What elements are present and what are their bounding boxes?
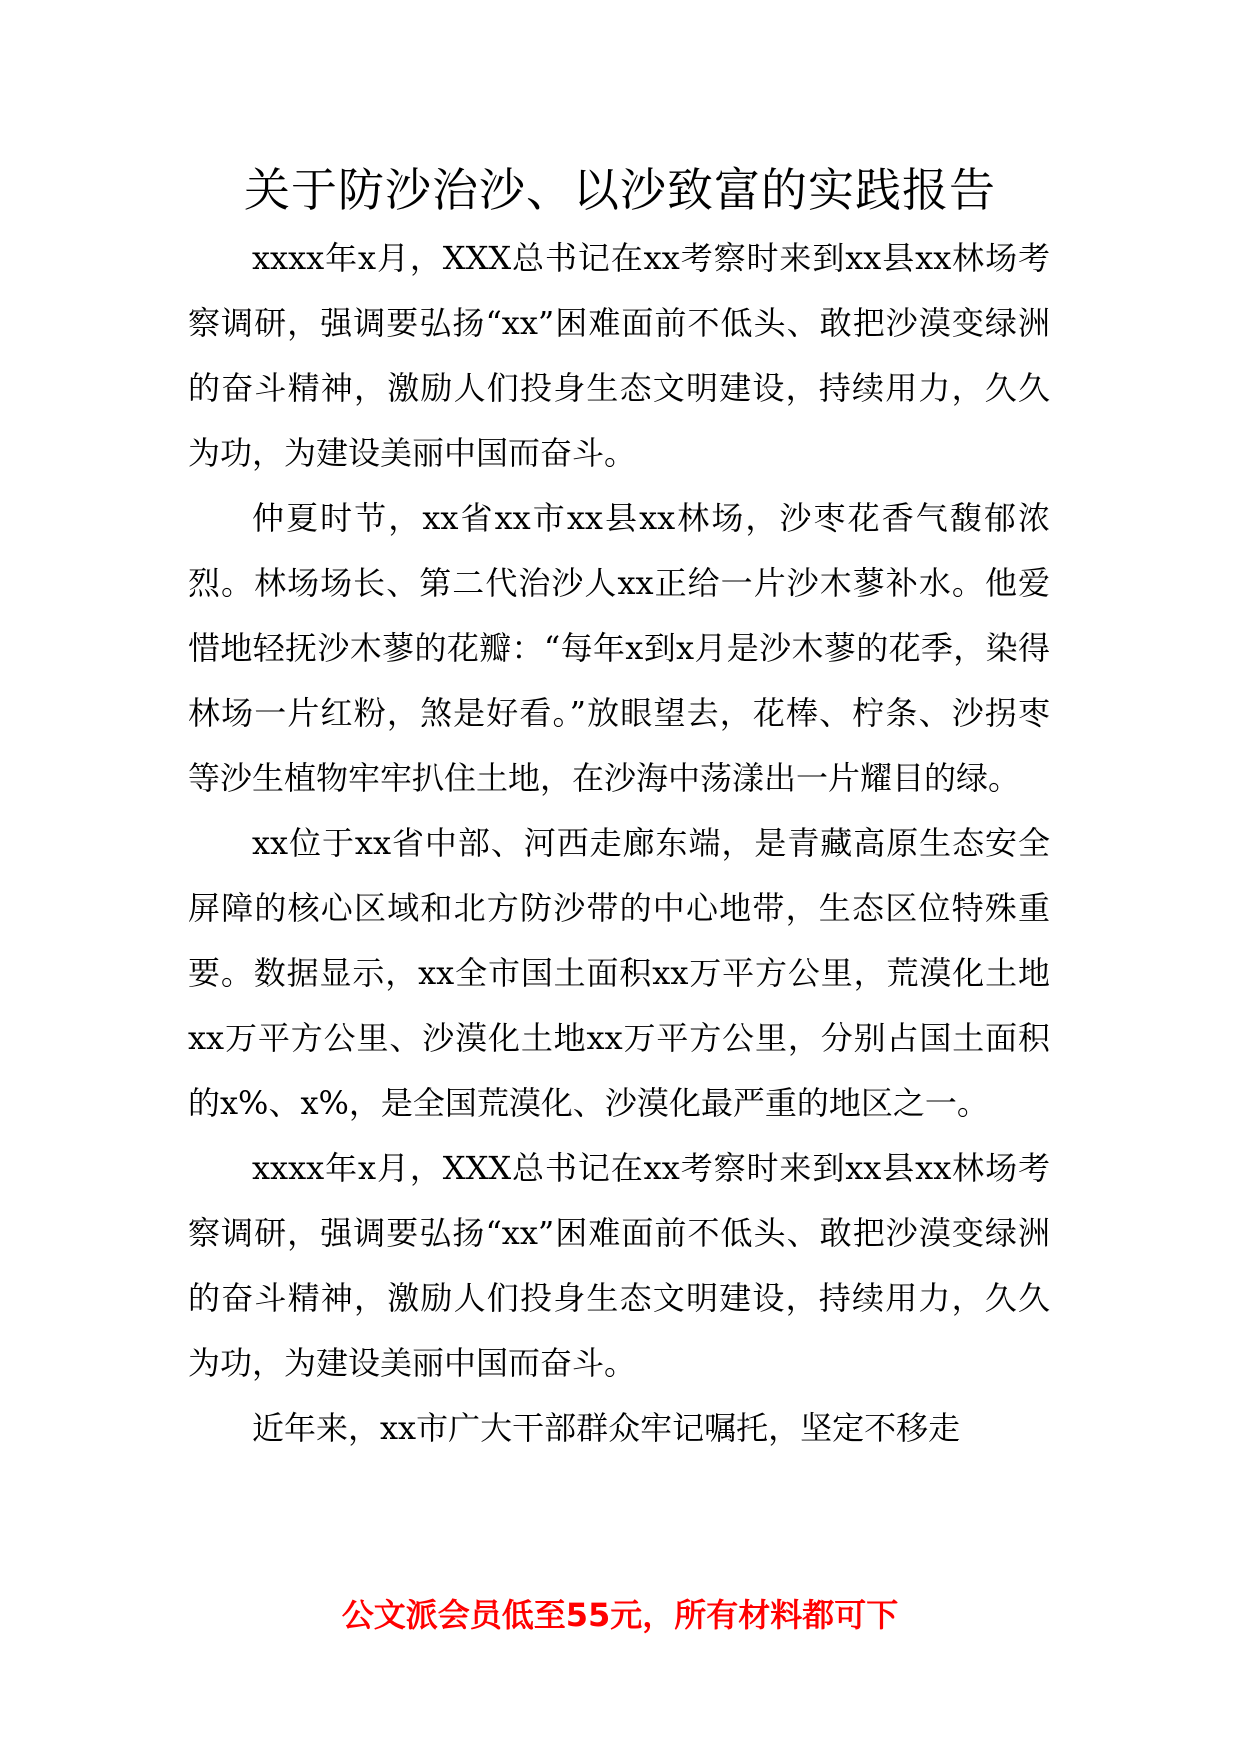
paragraph-5: 近年来，xx市广大干部群众牢记嘱托，坚定不移走	[252, 1409, 961, 1447]
paragraph-4: xxxx年x月，XXX总书记在xx考察时来到xx县xx林场考察调研，强调要弘扬“xx”困难面前不低头、敢把沙漠变绿洲的奋斗精神，激励人们投身生态文明建设，持续用力，久久为功，为建设美丽中国而奋斗。	[188, 1149, 1050, 1382]
paragraph-1: xxxx年x月，XXX总书记在xx考察时来到xx县xx林场考察调研，强调要弘扬“xx”困难面前不低头、敢把沙漠变绿洲的奋斗精神，激励人们投身生态文明建设，持续用力，久久为功，为建设美丽中国而奋斗。	[188, 239, 1050, 472]
paragraph-3: xx位于xx省中部、河西走廊东端，是青藏高原生态安全屏障的核心区域和北方防沙带的中心地带，生态区位特殊重要。数据显示，xx全市国土面积xx万平方公里，荒漠化土地xx万平方公里、沙漠化土地xx万平方公里，分别占国土面积的x%、x%，是全国荒漠化、沙漠化最严重的地区之一。	[188, 824, 1050, 1122]
document-body	[188, 226, 1050, 1461]
paragraph-2: 仲夏时节，xx省xx市xx县xx林场，沙枣花香气馥郁浓烈。林场场长、第二代治沙人xx正给一片沙木蓼补水。他爱惜地轻抚沙木蓼的花瓣：“每年x到x月是沙木蓼的花季，染得林场一片红粉，煞是好看。”放眼望去，花棒、柠条、沙拐枣等沙生植物牢牢扒住土地，在沙海中荡漾出一片耀目的绿。	[188, 499, 1050, 797]
promo-banner: 公文派会员低至55元，所有材料都可下	[341, 1596, 899, 1634]
document-title: 关于防沙治沙、以沙致富的实践报告	[244, 163, 996, 217]
